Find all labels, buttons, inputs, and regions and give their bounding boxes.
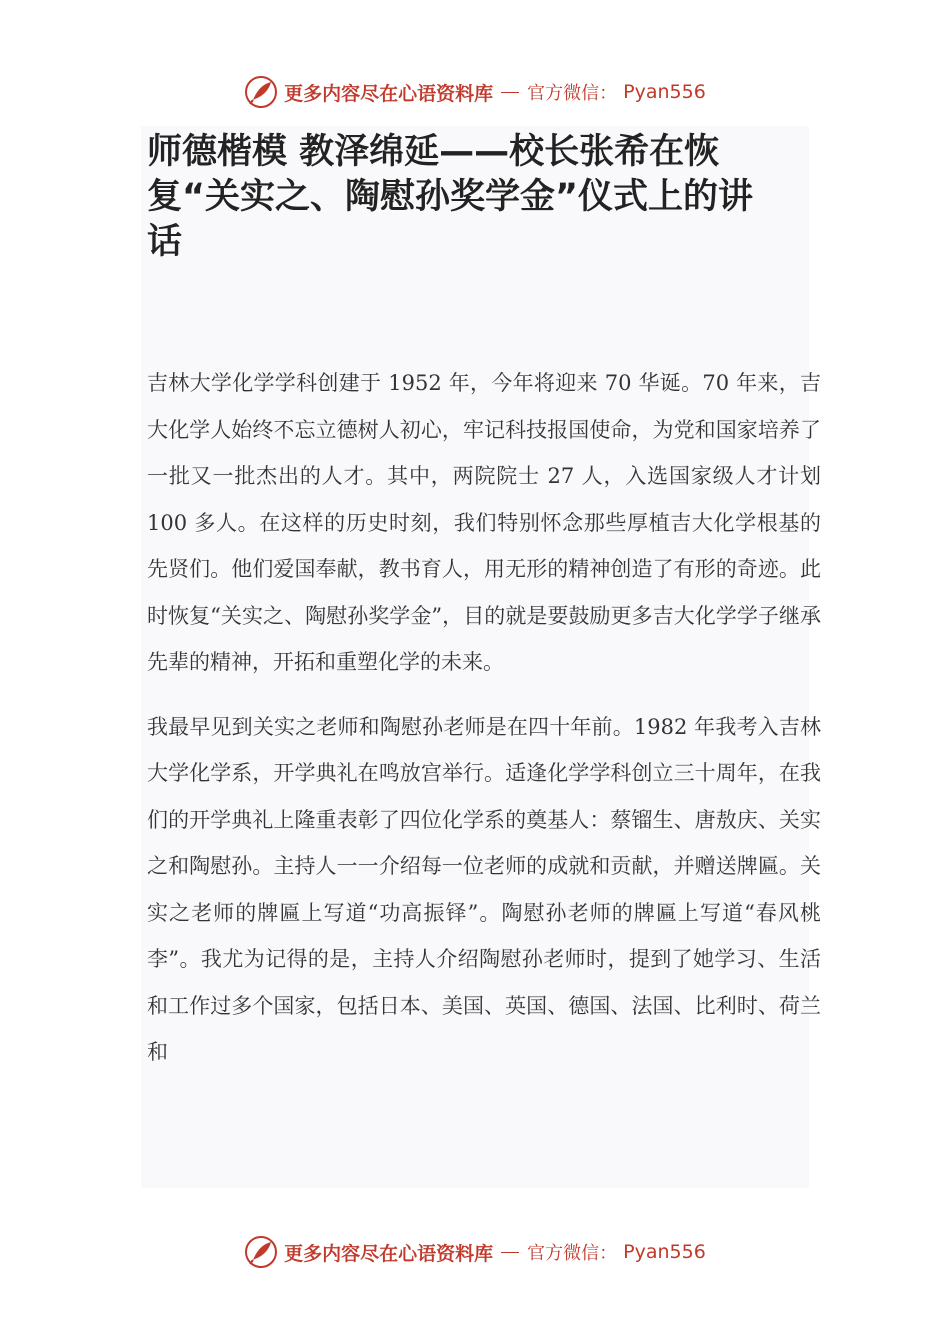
article-paragraph: 我最早见到关实之老师和陶慰孙老师是在四十年前。1982 年我考入吉林大学化学系，开学典礼在鸣放宫举行。适逢化学学科创立三十周年，在我们的开学典礼上隆重表彰了四位化学系的奠基人：蔡镏生、唐敖庆、关实之和陶慰孙。主持人一一介绍每一位老师的成就和贡献，并赠送牌匾。关实之老师的牌匾上写道“功高振铎”。陶慰孙老师的牌匾上写道“春风桃李”。我尤为记得的是，主持人介绍陶慰孙老师时，提到了她学习、生活和工作过多个国家，包括日本、美国、英国、德国、法国、比利时、荷兰和 <box>147 714 821 1064</box>
header-banner <box>0 72 950 112</box>
feather-pen-icon <box>244 75 278 109</box>
banner-wechat-id: Pyan556 <box>623 81 706 103</box>
banner-library-text: 更多内容尽在心语资料库 <box>284 1242 494 1265</box>
article-body <box>147 360 821 1094</box>
banner-wechat-id: Pyan556 <box>623 1241 706 1263</box>
banner-official-label: 官方微信： <box>527 83 618 104</box>
article-paragraph: 吉林大学化学学科创建于 1952 年，今年将迎来 70 华诞。70 年来，吉大化学人始终不忘立德树人初心，牢记科技报国使命，为党和国家培养了一批又一批杰出的人才。其中，两院院士 27 人，入选国家级人才计划 100 多人。在这样的历史时刻，我们特别怀念那些厚植吉大化学根基的先贤们。他们爱国奉献，教书育人，用无形的精神创造了有形的奇迹。此时恢复“关实之、陶慰孙奖学金”，目的就是要鼓励更多吉大化学学子继承先辈的精神，开拓和重塑化学的未来。 <box>147 371 821 674</box>
article-content <box>141 126 821 1188</box>
banner-official-label: 官方微信： <box>527 1243 618 1264</box>
feather-pen-icon <box>244 1235 278 1269</box>
footer-banner <box>0 1232 950 1272</box>
banner-dash-divider <box>501 1252 519 1253</box>
article-title: 师德楷模 教泽绵延——校长张希在恢复“关实之、陶慰孙奖学金”仪式上的讲话 <box>147 132 754 262</box>
banner-library-text: 更多内容尽在心语资料库 <box>284 82 494 105</box>
banner-dash-divider <box>501 92 519 93</box>
